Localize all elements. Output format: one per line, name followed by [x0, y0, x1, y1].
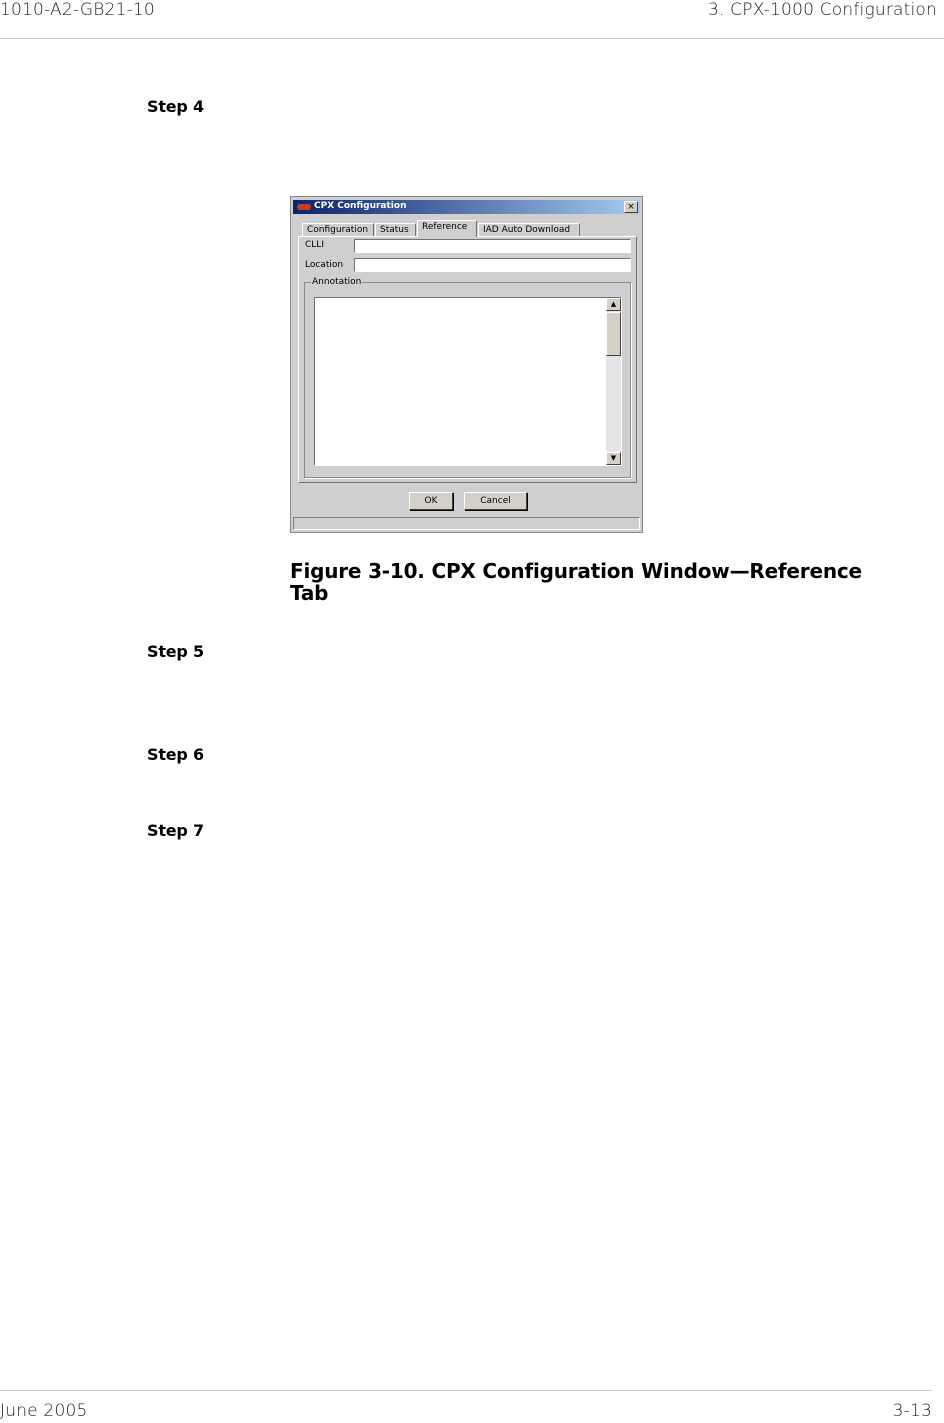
- scroll-up-button[interactable]: [606, 298, 621, 311]
- scroll-thumb[interactable]: [606, 312, 621, 356]
- location-label: Location: [305, 260, 344, 270]
- step-7-label: Step 7: [147, 821, 204, 840]
- annotation-label: Annotation: [312, 277, 362, 287]
- close-icon: ×: [627, 202, 635, 212]
- scroll-up-icon: ▲: [610, 300, 617, 308]
- step-4-label: Step 4: [147, 97, 204, 116]
- cancel-button[interactable]: Cancel: [464, 492, 527, 510]
- scroll-down-button[interactable]: [606, 452, 621, 465]
- footer-divider: [0, 1390, 932, 1391]
- tab-iad-auto-download[interactable]: IAD Auto Download: [478, 223, 580, 237]
- app-icon: [297, 204, 311, 210]
- tab-status[interactable]: Status: [375, 223, 416, 237]
- header-chapter-title: 3. CPX-1000 Configuration: [707, 0, 937, 20]
- close-button[interactable]: [624, 201, 638, 213]
- scroll-down-icon: ▼: [610, 454, 617, 462]
- annotation-scrollbar[interactable]: [606, 298, 621, 465]
- clli-label: CLLI: [305, 240, 324, 250]
- annotation-group: [304, 277, 631, 478]
- tab-configuration[interactable]: Configuration: [302, 223, 374, 237]
- footer-date: June 2005: [0, 1401, 88, 1421]
- clli-field[interactable]: [354, 239, 631, 253]
- header-doc-number: 1010-A2-GB21-10: [0, 0, 155, 20]
- window-titlebar[interactable]: [293, 200, 640, 214]
- header-divider: [0, 38, 944, 39]
- figure-caption-line-1: Figure 3-10. CPX Configuration Window—Reference: [290, 559, 862, 583]
- reference-tab-panel: [298, 236, 637, 483]
- step-5-label: Step 5: [147, 642, 204, 661]
- window-title: CPX Configuration: [314, 201, 407, 211]
- cpx-configuration-window: [290, 196, 643, 533]
- annotation-textarea[interactable]: [314, 297, 622, 466]
- tab-reference[interactable]: Reference: [417, 220, 477, 237]
- footer-page-number: 3-13: [892, 1401, 932, 1421]
- step-6-label: Step 6: [147, 745, 204, 764]
- window-status-bar: [293, 517, 640, 530]
- ok-button[interactable]: OK: [409, 492, 453, 510]
- figure-caption-line-2: Tab: [290, 581, 329, 605]
- figure-caption: [290, 560, 910, 604]
- location-field[interactable]: [354, 258, 631, 272]
